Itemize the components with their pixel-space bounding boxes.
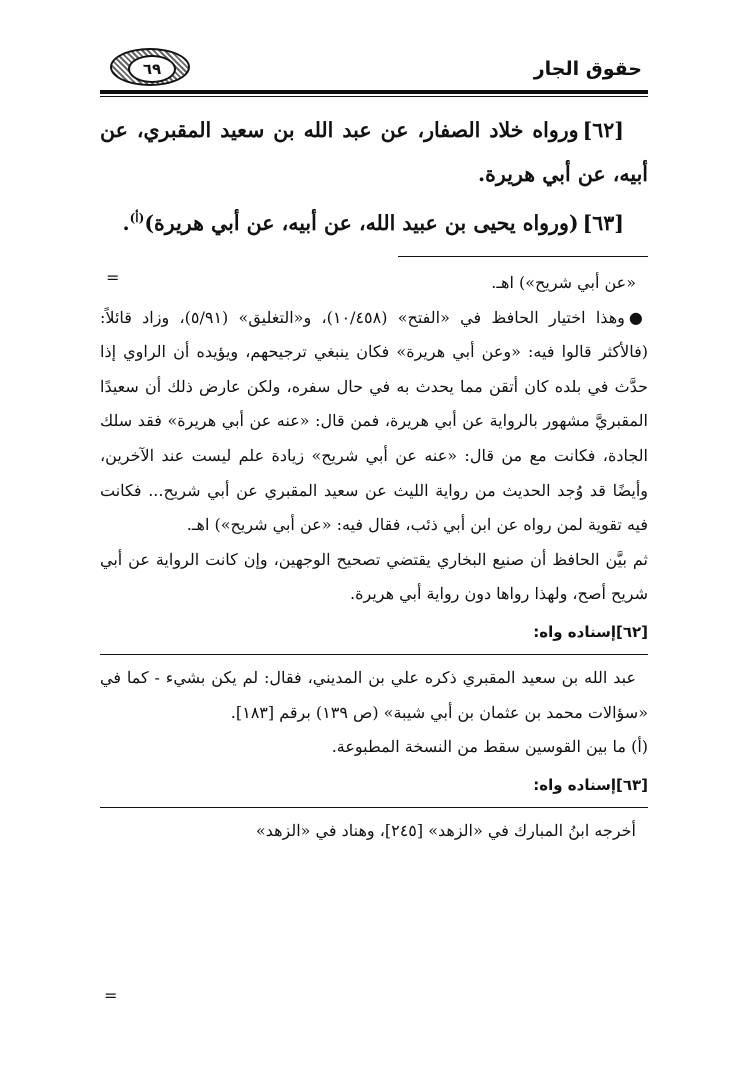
isnad-62-rule bbox=[100, 654, 648, 655]
paragraph-63-text: (ورواه يحيى بن عبيد الله، عن أبيه، عن أبي هريرة) bbox=[144, 210, 579, 235]
footnote-a: (أ) ما بين القوسين سقط من النسخة المطبوعة. bbox=[331, 737, 648, 757]
note-paragraph-1 bbox=[100, 301, 648, 543]
continuation-mark-end: = bbox=[104, 986, 118, 1005]
note-paragraph-1-text: وهذا اختيار الحافظ في «الفتح» (١٠/٤٥٨)، و«التغليق» (٥/٩١)، وزاد قائلاً: (فالأكثر قالوا فيه: «وعن أبي هريرة» فكان ينبغي ترجيحهم، ويؤيده أن الراوي إذا حدَّث في بلده كان أتقن مما يحدث به في حال سفره، ولكن عارض ذلك أن سعيدًا المقبريَّ مشهور بالرواية عن أبي هريرة، فمن قال: «عنه عن أبي هريرة» فقد سلك الجادة، فكانت مع من قال: «عنه عن أبي شريح» زيادة علم ليست عند الآخرين، وأيضًا قد وُجد الحديث من رواية الليث عن سعيد المقبري عن أبي شريح... فكانت فيه تقوية لمن رواه عن ابن أبي ذئب، فقال فيه: «عن أبي شريح») اهـ. bbox=[100, 307, 649, 535]
paragraph-63-end: . bbox=[122, 210, 130, 235]
page-number-badge bbox=[110, 48, 190, 86]
main-text bbox=[100, 108, 648, 245]
page-number: ٦٩ bbox=[128, 55, 176, 83]
paragraph-number-63: [٦٣] bbox=[582, 210, 624, 235]
paragraph-62 bbox=[100, 108, 648, 196]
isnad-62-text: عبد الله بن سعيد المقبري ذكره علي بن المديني، فقال: لم يكن بشيء - كما في «سؤالات محمد بن عثمان بن أبي شيبة» (ص ١٣٩) برقم [١٨٣]. bbox=[100, 667, 648, 722]
paragraph-number-62: [٦٢] bbox=[582, 118, 624, 142]
header-rule-thin bbox=[100, 96, 648, 97]
footnotes bbox=[100, 266, 648, 848]
paragraph-62-text: ورواه خلاد الصفار، عن عبد الله بن سعيد المقبري، عن أبيه، عن أبي هريرة. bbox=[100, 118, 648, 186]
note-paragraph-2: ثم بيَّن الحافظ أن صنيع البخاري يقتضي تصحيح الوجهين، وإن كانت الرواية عن أبي شريح أصح، ولهذا رواها دون رواية أبي هريرة. bbox=[100, 549, 648, 604]
isnad-heading-62: [٦٢]إسناده واه: bbox=[533, 622, 648, 641]
header-rule-thick bbox=[100, 90, 648, 94]
continuation-mark: = bbox=[106, 268, 120, 287]
note-continued-line: «عن أبي شريح») اهـ. bbox=[491, 273, 636, 292]
running-title: حقوق الجار bbox=[533, 58, 642, 80]
page-header bbox=[100, 42, 648, 98]
footnote-ref-a: (أ) bbox=[129, 211, 145, 225]
isnad-heading-63: [٦٣]إسناده واه: bbox=[533, 775, 648, 794]
paragraph-63 bbox=[100, 196, 648, 245]
isnad-63-text: أخرجه ابنُ المبارك في «الزهد» [٢٤٥]، وهناد في «الزهد» bbox=[255, 820, 636, 840]
footnote-separator bbox=[398, 256, 648, 257]
bullet-icon: ● bbox=[628, 307, 648, 327]
isnad-63-rule bbox=[100, 807, 648, 808]
